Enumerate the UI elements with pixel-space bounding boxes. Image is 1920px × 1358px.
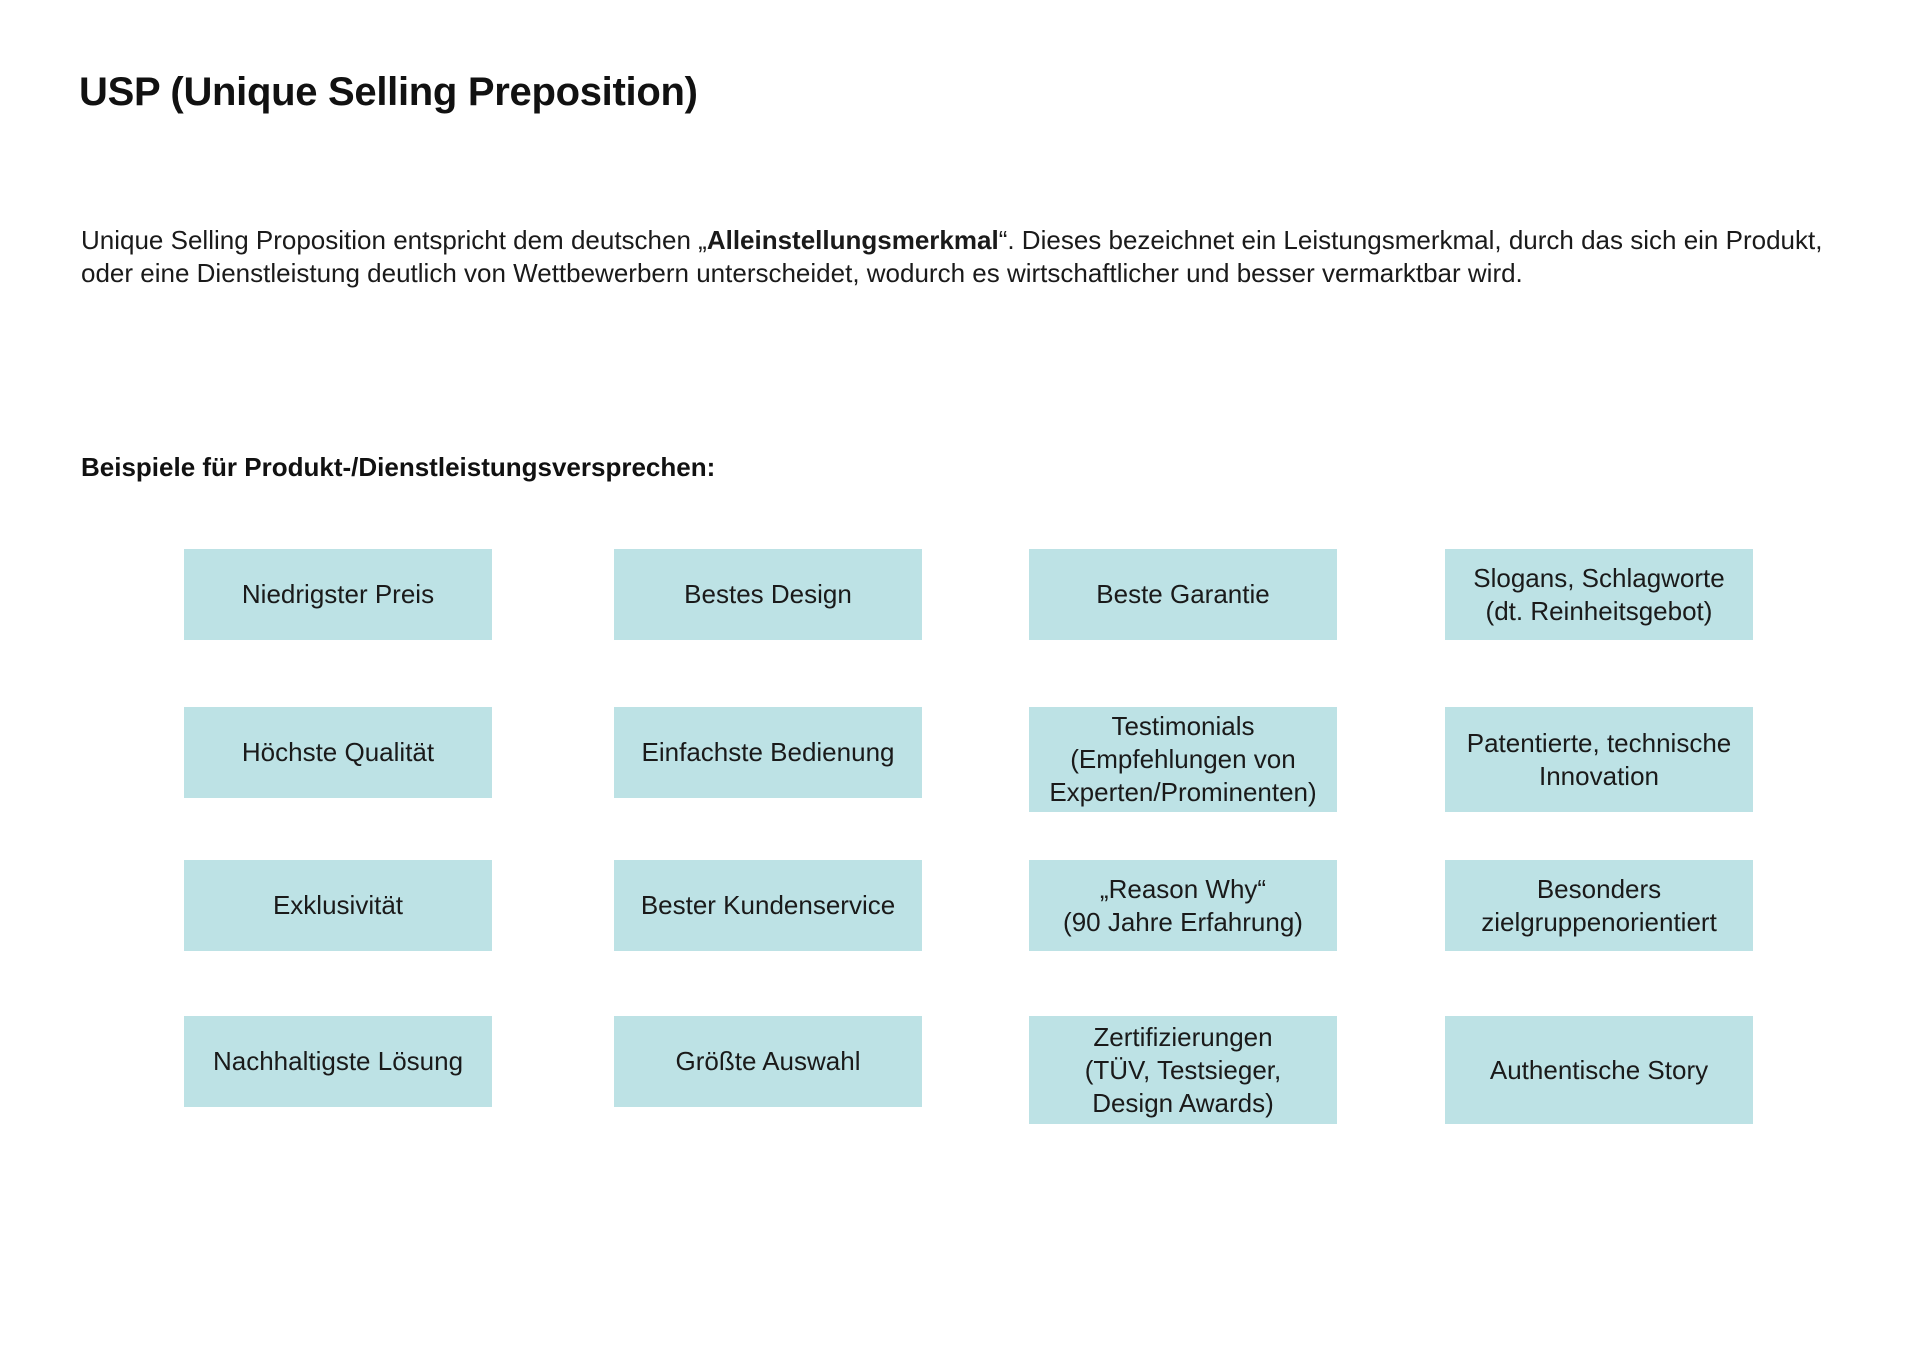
- page-title: USP (Unique Selling Preposition): [79, 70, 698, 114]
- usp-box-bestes-design: Bestes Design: [614, 549, 922, 640]
- usp-box-nachhaltigste-loesung: Nachhaltigste Lösung: [184, 1016, 492, 1107]
- examples-heading: Beispiele für Produkt-/Dienstleistungsversprechen:: [81, 452, 716, 482]
- usp-box-zielgruppenorientiert: Besonders zielgruppenorientiert: [1445, 860, 1753, 951]
- usp-box-exklusivitaet: Exklusivität: [184, 860, 492, 951]
- usp-box-patentierte-innovation: Patentierte, technische Innovation: [1445, 707, 1753, 812]
- usp-box-zertifizierungen: Zertifizierungen (TÜV, Testsieger, Design Awards): [1029, 1016, 1337, 1124]
- usp-box-slogans: Slogans, Schlagworte (dt. Reinheitsgebot): [1445, 549, 1753, 640]
- intro-text-end: “. Dieses bezeichnet ein Leistungsmerkmal, durch das sich ein Produkt, oder eine Dienstleistung deutlich von Wettbewerbern unterscheidet, wodurch es wirtschaftlicher und besser vermarktbar wird.: [81, 225, 1823, 288]
- usp-box-niedrigster-preis: Niedrigster Preis: [184, 549, 492, 640]
- intro-paragraph: [81, 224, 1841, 290]
- usp-box-bester-kundenservice: Bester Kundenservice: [614, 860, 922, 951]
- usp-box-groesste-auswahl: Größte Auswahl: [614, 1016, 922, 1107]
- usp-box-authentische-story: Authentische Story: [1445, 1016, 1753, 1124]
- intro-text-start: Unique Selling Proposition entspricht dem deutschen „: [81, 225, 707, 255]
- usp-box-beste-garantie: Beste Garantie: [1029, 549, 1337, 640]
- usp-box-reason-why: „Reason Why“ (90 Jahre Erfahrung): [1029, 860, 1337, 951]
- usp-box-testimonials: Testimonials (Empfehlungen von Experten/Prominenten): [1029, 707, 1337, 812]
- usp-box-hoechste-qualitaet: Höchste Qualität: [184, 707, 492, 798]
- intro-highlight-term: Alleinstellungsmerkmal: [706, 225, 999, 255]
- usp-box-einfachste-bedienung: Einfachste Bedienung: [614, 707, 922, 798]
